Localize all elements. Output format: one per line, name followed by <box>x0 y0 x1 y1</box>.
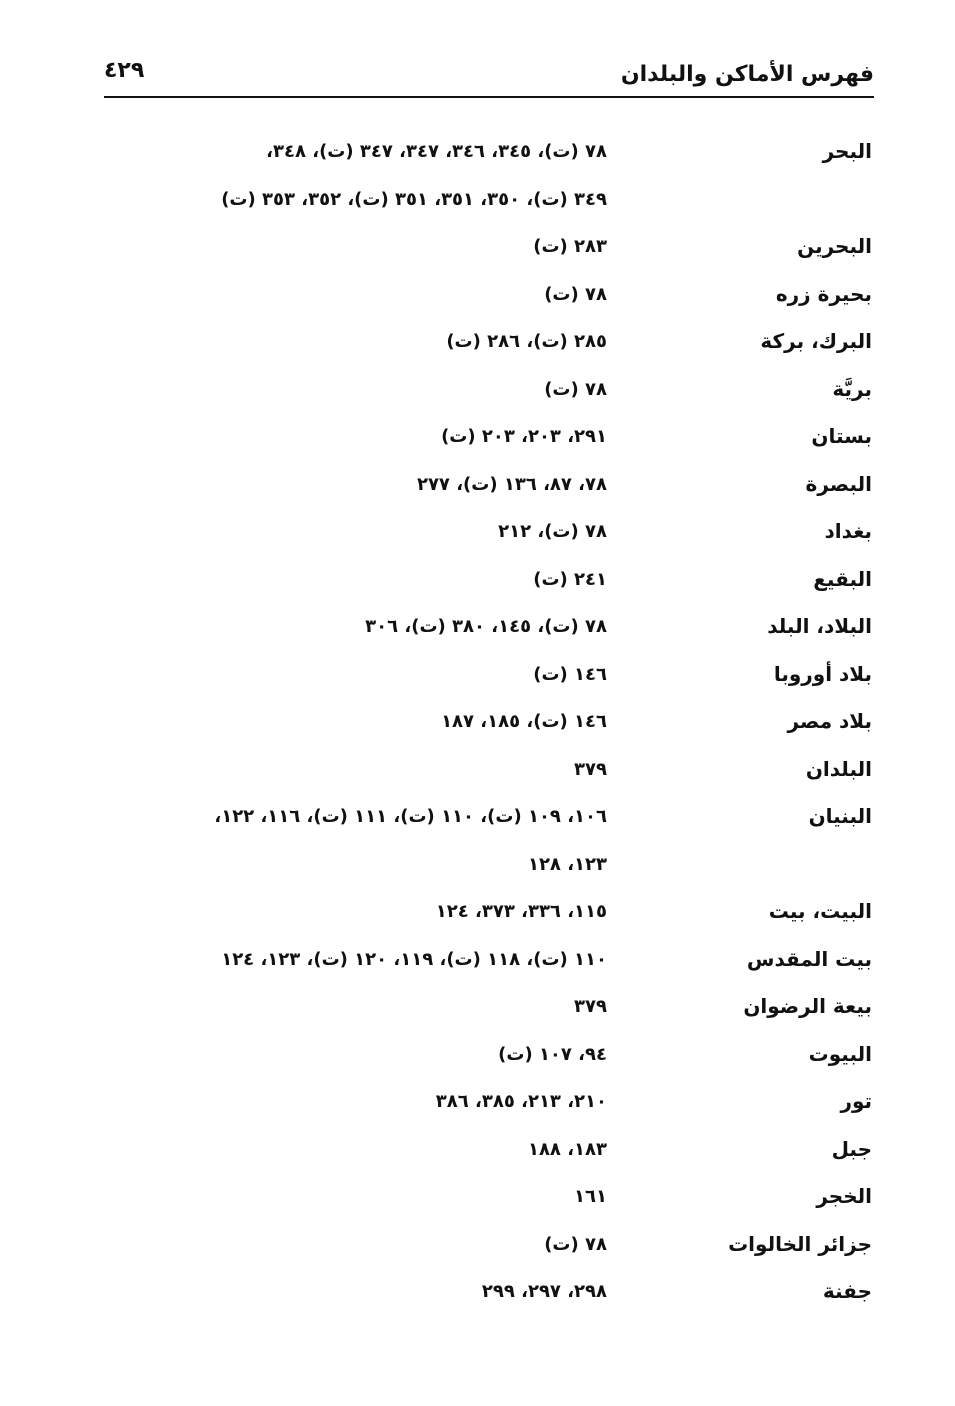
index-term: بغداد <box>824 519 872 543</box>
index-entry <box>110 128 872 223</box>
index-entry <box>110 936 872 984</box>
index-term: بريَّة <box>832 376 872 401</box>
page-references <box>110 366 662 414</box>
index-entry <box>110 318 872 366</box>
page-reference-line: ٧٨ (ت) <box>544 283 607 305</box>
page-references <box>110 556 662 604</box>
index-entry <box>110 556 872 604</box>
page-reference-line: ٣٧٩ <box>574 996 607 1017</box>
page-reference-line: ١٦١ <box>574 1186 607 1207</box>
index-term: بيت المقدس <box>746 946 872 971</box>
page-reference-line: ١١٠ (ت)، ١١٨ (ت)، ١١٩، ١٢٠ (ت)، ١٢٣، ١٢٤ <box>221 948 607 970</box>
page-reference-line: ٢٩١، ٢٠٣، ٢٠٣ (ت) <box>441 426 607 447</box>
page-reference-line: ١١٥، ٣٣٦، ٣٧٣، ١٢٤ <box>435 901 607 922</box>
page-references <box>110 1221 662 1269</box>
index-term: تور <box>840 1089 872 1113</box>
index-term: بيعة الرضوان <box>743 994 872 1018</box>
index-term: البيت، بيت <box>768 899 872 923</box>
index-entry <box>110 1173 872 1221</box>
index-entry <box>110 983 872 1031</box>
index-entry <box>110 1268 872 1316</box>
page-reference-line: ١٤٦ (ت) <box>533 663 607 685</box>
index-term: بحيرة زره <box>775 281 872 306</box>
index-entry <box>110 1126 872 1174</box>
place-index-list <box>110 128 872 1316</box>
page-references <box>110 1173 662 1221</box>
page-reference-line: ٢١٠، ٢١٣، ٣٨٥، ٣٨٦ <box>435 1091 607 1112</box>
page-reference-line: ٩٤، ١٠٧ (ت) <box>498 1043 607 1065</box>
page-reference-line: ٧٨ (ت) <box>544 378 607 400</box>
index-entry <box>110 461 872 509</box>
page-number: ٤٢٩ <box>104 58 145 83</box>
index-term: الخجر <box>816 1184 872 1208</box>
page-references <box>110 936 662 984</box>
page-reference-line: ٢٨٥ (ت)، ٢٨٦ (ت) <box>446 331 607 352</box>
index-term: البقيع <box>813 566 872 591</box>
index-term: البحرين <box>797 234 872 258</box>
page-reference-line: ١٤٦ (ت)، ١٨٥، ١٨٧ <box>441 711 607 732</box>
index-entry <box>110 698 872 746</box>
page-references <box>110 651 662 699</box>
index-entry <box>110 1078 872 1126</box>
page-references <box>110 1078 662 1126</box>
page-references <box>110 983 662 1031</box>
index-term: البصرة <box>805 471 872 496</box>
page-reference-line: ٧٨ (ت)، ١٤٥، ٣٨٠ (ت)، ٣٠٦ <box>365 616 607 637</box>
index-term: البيوت <box>808 1041 872 1066</box>
page-reference-line: ٣٤٩ (ت)، ٣٥٠، ٣٥١، ٣٥١ (ت)، ٣٥٢، ٣٥٣ (ت) <box>221 188 607 210</box>
running-header <box>104 52 874 98</box>
page-references <box>110 1126 662 1174</box>
page-references <box>110 128 662 223</box>
index-term: البنيان <box>808 804 872 828</box>
page-reference-line: ١٨٣، ١٨٨ <box>527 1138 607 1160</box>
index-term: جفنة <box>822 1279 872 1303</box>
page-reference-line: ٣٧٩ <box>574 758 607 780</box>
page-references <box>110 603 662 651</box>
index-term: جبل <box>831 1136 872 1161</box>
page-reference-line: ١٠٦، ١٠٩ (ت)، ١١٠ (ت)، ١١١ (ت)، ١١٦، ١٢٢، <box>214 806 607 827</box>
index-entry <box>110 366 872 414</box>
page-reference-line: ١٢٣، ١٢٨ <box>527 853 607 875</box>
index-entry <box>110 1221 872 1269</box>
index-term: بلاد أوروبا <box>773 661 872 686</box>
index-entry <box>110 651 872 699</box>
index-entry <box>110 223 872 271</box>
index-term: البرك، بركة <box>760 329 872 353</box>
page-references <box>110 793 662 888</box>
index-entry <box>110 888 872 936</box>
page-reference-line: ٧٨ (ت) <box>544 1233 607 1255</box>
index-term: البلدان <box>805 756 872 781</box>
page-references <box>110 413 662 461</box>
page-references <box>110 746 662 794</box>
page-reference-line: ٧٨ (ت)، ٢١٢ <box>498 521 607 542</box>
index-entry <box>110 603 872 651</box>
index-term: بلاد مصر <box>787 709 872 733</box>
page-references <box>110 461 662 509</box>
page-references <box>110 1031 662 1079</box>
index-term: البحر <box>822 139 872 163</box>
index-term: جزائر الخالوات <box>728 1231 872 1256</box>
page-references <box>110 318 662 366</box>
page-references <box>110 508 662 556</box>
page-references <box>110 698 662 746</box>
header-title: فهرس الأماكن والبلدان <box>620 62 874 87</box>
page-reference-line: ٢٤١ (ت) <box>533 568 607 590</box>
index-entry <box>110 746 872 794</box>
page-references <box>110 1268 662 1316</box>
index-entry <box>110 793 872 888</box>
index-entry <box>110 508 872 556</box>
page-reference-line: ٢٨٣ (ت) <box>533 236 607 257</box>
page-reference-line: ٧٨، ٨٧، ١٣٦ (ت)، ٢٧٧ <box>416 473 607 495</box>
index-entry <box>110 1031 872 1079</box>
page-reference-line: ٢٩٨، ٢٩٧، ٢٩٩ <box>481 1281 607 1302</box>
page-references <box>110 223 662 271</box>
page-references <box>110 271 662 319</box>
page-reference-line: ٧٨ (ت)، ٣٤٥، ٣٤٦، ٣٤٧، ٣٤٧ (ت)، ٣٤٨، <box>266 141 607 162</box>
index-entry <box>110 413 872 461</box>
index-term: بستان <box>811 424 872 448</box>
page-references <box>110 888 662 936</box>
index-term: البلاد، البلد <box>767 614 872 638</box>
index-entry <box>110 271 872 319</box>
